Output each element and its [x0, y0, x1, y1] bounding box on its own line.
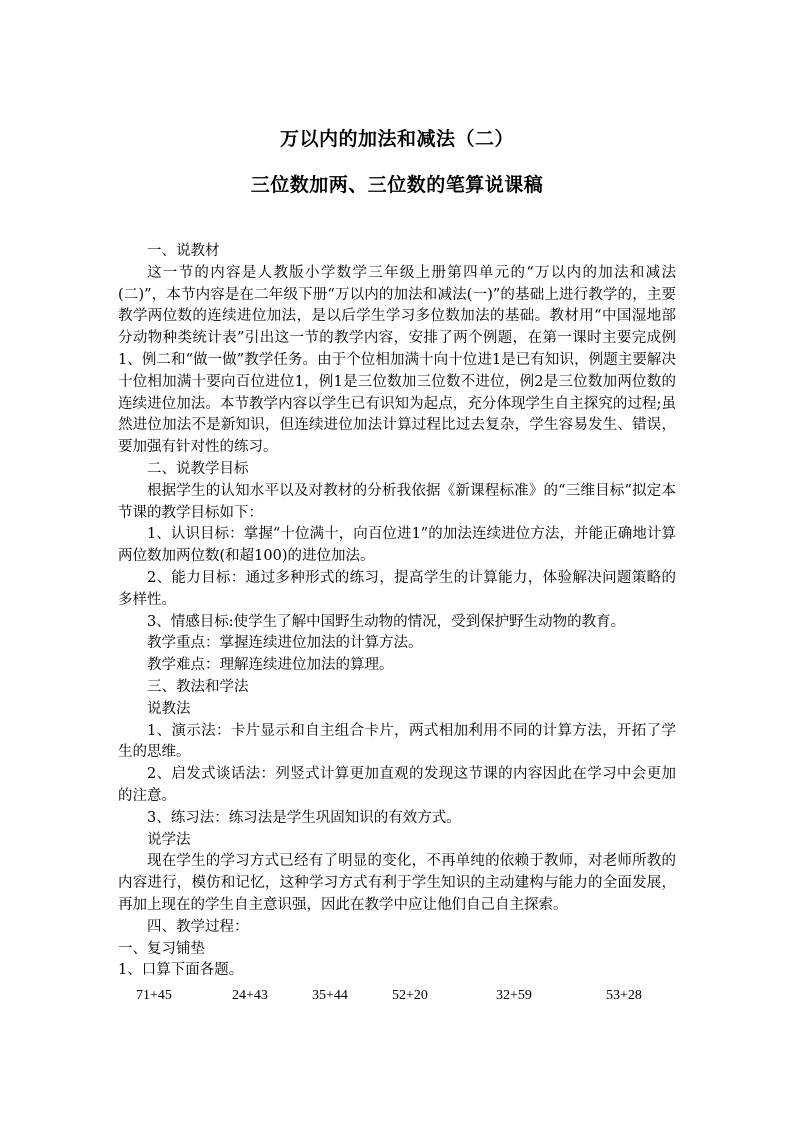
- exercise-item: 52+20: [392, 988, 428, 1004]
- section-heading-methods: 三、教法和学法: [147, 678, 249, 695]
- section-heading-process: 四、教学过程：: [147, 918, 249, 935]
- document-title: 万以内的加法和减法（二）: [279, 128, 514, 150]
- paragraph-textbook: 这一节的内容是人教版小学数学三年级上册第四单元的“万以内的加法和减法(二)”，本节内容是在二年级下册“万以内的加法和减法(一)”的基础上进行教学的，主要教学两位数的连续进位加法，是以后学生学习多位数加法的基础。教材用“中国湿地部分动物种类统计表”引出这一节的教学内容，安排了两个例题，在第一课时主要完成例1、例二和“做一做”教学任务。由于个位相加满十向十位进1是已有知识，例题主要解决十位相加满十要向百位进位1，例1是三位数加三位数不进位，例2是三位数加两位数的连续进位加法。本节教学内容以学生已有识知为起点，充分体现学生自主探究的过程;虽然进位加法不是新知识，但连续进位加法计算过程比过去复杂，学生容易发生、错误，要加强有针对性的练习。: [118, 264, 676, 456]
- paragraph-key-point: 教学重点：掌握连续进位加法的计算方法。: [147, 635, 423, 652]
- exercise-instruction: 1、口算下面各题。: [118, 962, 244, 979]
- paragraph-goal-ability: 2、能力目标：通过多种形式的练习，提高学生的计算能力，体验解决问题策略的多样性。: [118, 569, 676, 608]
- subheading-learning-method: 说学法: [147, 831, 191, 848]
- paragraph-learning-method: 现在学生的学习方式已经有了明显的变化，不再单纯的依赖于教师，对老师所教的内容进行，模仿和记忆，这种学习方式有利于学生知识的主动建构与能力的全面发展，再加上现在的学生自主意识强，因此在教学中应让他们自己自主探索。: [118, 853, 676, 913]
- exercise-item: 71+45: [136, 988, 172, 1004]
- paragraph-method-practice: 3、练习法：练习法是学生巩固知识的有效方式。: [147, 809, 461, 826]
- paragraph-difficulty: 教学难点：理解连续进位加法的算理。: [147, 657, 394, 674]
- exercise-item: 32+59: [496, 988, 532, 1004]
- exercise-item: 24+43: [232, 988, 268, 1004]
- paragraph-goal-cognitive: 1、认识目标：掌握“十位满十，向百位进1”的加法连续进位方法，并能正确地计算两位数加两位数(和超100)的进位加法。: [118, 526, 676, 565]
- exercise-item: 35+44: [312, 988, 348, 1004]
- mental-math-exercises: [118, 985, 676, 1007]
- paragraph-goal-emotion: 3、情感目标:使学生了解中国野生动物的情况，受到保护野生动物的教育。: [147, 613, 626, 630]
- paragraph-goals-intro: 根据学生的认知水平以及对教材的分析我依据《新课程标准》的“三维目标”拟定本节课的教学目标如下：: [118, 482, 676, 521]
- section-heading-textbook: 一、说教材: [147, 243, 220, 259]
- exercise-item: 53+28: [606, 988, 642, 1004]
- section-heading-goals: 二、说教学目标: [147, 460, 249, 477]
- document-body: [118, 241, 676, 1007]
- paragraph-method-heuristic: 2、启发式谈话法：列竖式计算更加直观的发现这节课的内容因此在学习中会更加的注意。: [118, 766, 676, 804]
- paragraph-method-demo: 1、演示法：卡片显示和自主组合卡片，两式相加利用不同的计算方法，开拓了学生的思维。: [118, 722, 676, 761]
- subheading-teaching-method: 说教法: [147, 700, 191, 717]
- subheading-review: 一、复习铺垫: [118, 940, 205, 957]
- document-subtitle: 三位数加两、三位数的笔算说课稿: [250, 174, 544, 196]
